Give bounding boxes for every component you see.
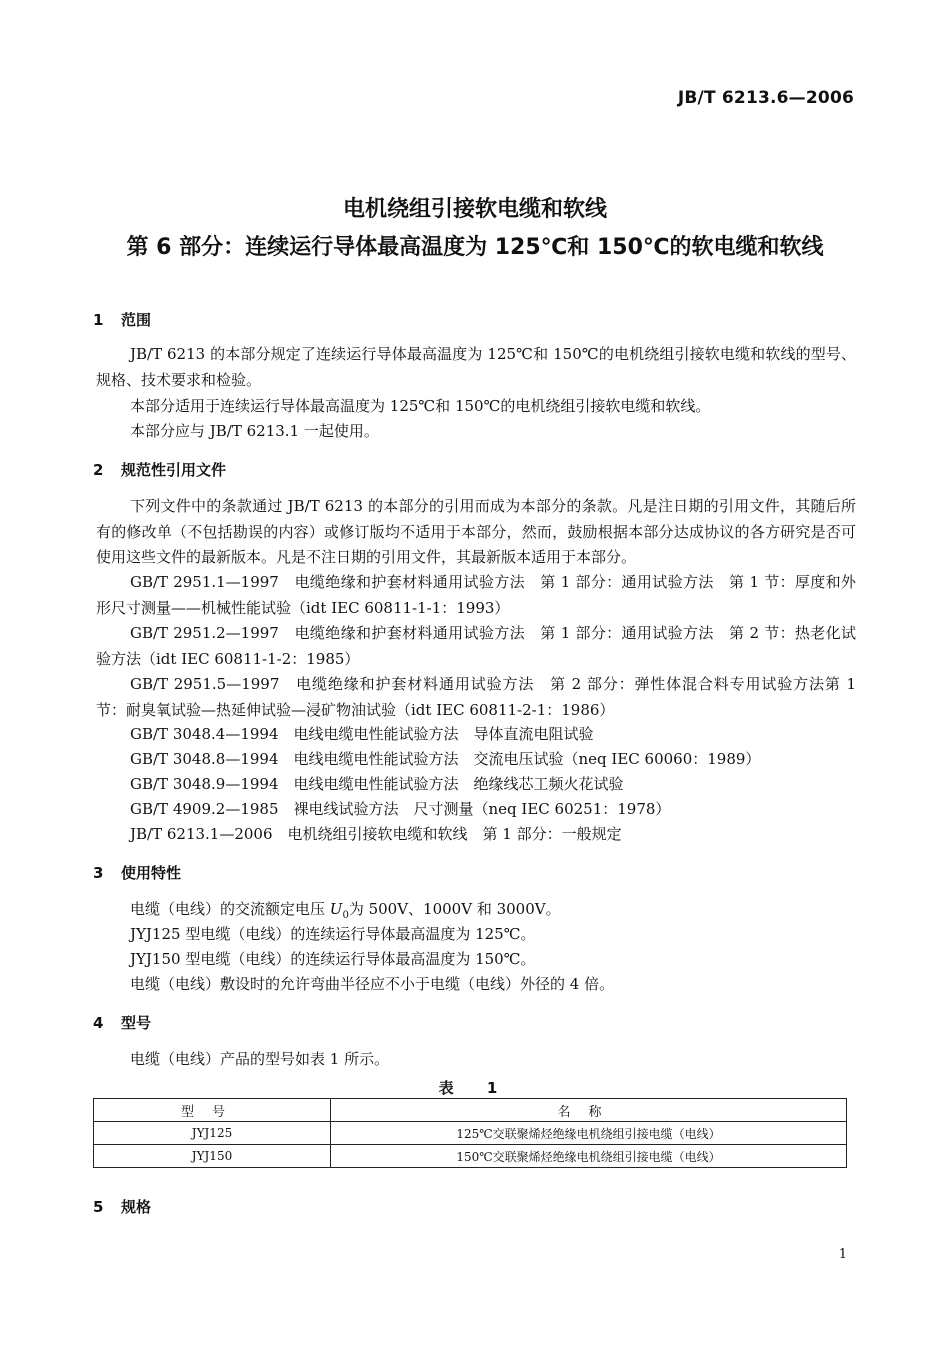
table-header-cell: 型号 xyxy=(94,1099,331,1122)
document-subtitle: 第 6 部分：连续运行导体最高温度为 125℃和 150℃的软电缆和软线 xyxy=(126,235,824,260)
table-cell: 125℃交联聚烯烃绝缘电机绕组引接电缆（电线） xyxy=(331,1122,847,1145)
section-title: 范围 xyxy=(121,311,152,329)
s1-paragraph-2: 本部分适用于连续运行导体最高温度为 125℃和 150℃的电机绕组引接软电缆和软线。 xyxy=(130,397,711,415)
reference-item: GB/T 2951.2—1997 电缆绝缘和护套材料通用试验方法 第 1 部分：通用试验方法 第 2 节：热老化试验方法（idt IEC 60811-1-2：1985） xyxy=(96,624,856,668)
table-header-cell: 名称 xyxy=(331,1099,847,1122)
reference-item: JB/T 6213.1—2006 电机绕组引接软电缆和软线 第 1 部分：一般规定 xyxy=(130,825,622,843)
table-row xyxy=(94,1122,847,1145)
reference-item: GB/T 2951.5—1997 电缆绝缘和护套材料通用试验方法 第 2 部分：弹性体混合料专用试验方法第 1 节：耐臭氧试验—热延伸试验—浸矿物油试验（idt IEC 60811-2-1：1986） xyxy=(96,675,856,719)
table-header-row xyxy=(94,1099,847,1122)
s3-paragraph-2: JYJ125 型电缆（电线）的连续运行导体最高温度为 125℃。 xyxy=(130,925,536,943)
s4-paragraph-1: 电缆（电线）产品的型号如表 1 所示。 xyxy=(130,1050,390,1068)
s3-paragraph-4: 电缆（电线）敷设时的允许弯曲半径应不小于电缆（电线）外径的 4 倍。 xyxy=(130,975,615,993)
standard-code: JB/T 6213.6—2006 xyxy=(677,88,854,108)
reference-item: GB/T 3048.9—1994 电线电缆电性能试验方法 绝缘线芯工频火花试验 xyxy=(130,775,624,793)
section-number: 4 xyxy=(93,1014,104,1032)
table-cell: 150℃交联聚烯烃绝缘电机绕组引接电缆（电线） xyxy=(331,1145,847,1168)
s1-paragraph-3: 本部分应与 JB/T 6213.1 一起使用。 xyxy=(130,422,379,440)
table-row xyxy=(94,1145,847,1168)
reference-item: GB/T 3048.4—1994 电线电缆电性能试验方法 导体直流电阻试验 xyxy=(130,725,594,743)
s3-paragraph-3: JYJ150 型电缆（电线）的连续运行导体最高温度为 150℃。 xyxy=(130,950,536,968)
section-5-heading xyxy=(93,1196,151,1217)
section-title: 规范性引用文件 xyxy=(121,461,227,479)
section-number: 3 xyxy=(93,864,104,882)
table-cell: JYJ125 xyxy=(94,1122,331,1145)
table-caption: 表 1 xyxy=(438,1079,512,1097)
section-4-heading xyxy=(93,1012,151,1033)
section-title: 规格 xyxy=(121,1198,152,1216)
section-title: 使用特性 xyxy=(121,864,182,882)
text: 为 500V、1000V 和 3000V。 xyxy=(348,900,561,918)
page-number: 1 xyxy=(838,1247,847,1262)
section-number: 5 xyxy=(93,1198,104,1216)
section-1-heading xyxy=(93,309,151,330)
section-2-heading xyxy=(93,459,226,480)
reference-item: GB/T 4909.2—1985 裸电线试验方法 尺寸测量（neq IEC 60251：1978） xyxy=(130,800,671,818)
section-number: 1 xyxy=(93,311,104,329)
model-table xyxy=(93,1098,847,1168)
reference-item: GB/T 3048.8—1994 电线电缆电性能试验方法 交流电压试验（neq IEC 60060：1989） xyxy=(130,750,761,768)
document-title: 电机绕组引接软电缆和软线 xyxy=(342,197,607,222)
table-cell: JYJ150 xyxy=(94,1145,331,1168)
section-title: 型号 xyxy=(121,1014,152,1032)
text: 电缆（电线）的交流额定电压 xyxy=(130,900,330,918)
s1-paragraph-1: JB/T 6213 的本部分规定了连续运行导体最高温度为 125℃和 150℃的电机绕组引接软电缆和软线的型号、规格、技术要求和检验。 xyxy=(96,345,856,389)
reference-item: GB/T 2951.1—1997 电缆绝缘和护套材料通用试验方法 第 1 部分：通用试验方法 第 1 节：厚度和外形尺寸测量——机械性能试验（idt IEC 60811-1-1：1993） xyxy=(96,573,856,617)
section-number: 2 xyxy=(93,461,104,479)
voltage-symbol: U xyxy=(329,900,343,918)
s2-intro: 下列文件中的条款通过 JB/T 6213 的本部分的引用而成为本部分的条款。凡是注日期的引用文件，其随后所有的修改单（不包括勘误的内容）或修订版均不适用于本部分，然而，鼓励根据本部分达成协议的各方研究是否可使用这些文件的最新版本。凡是不注日期的引用文件，其最新版本适用于本部分。 xyxy=(96,497,856,566)
section-3-heading xyxy=(93,862,181,883)
voltage-subscript: 0 xyxy=(342,910,349,921)
